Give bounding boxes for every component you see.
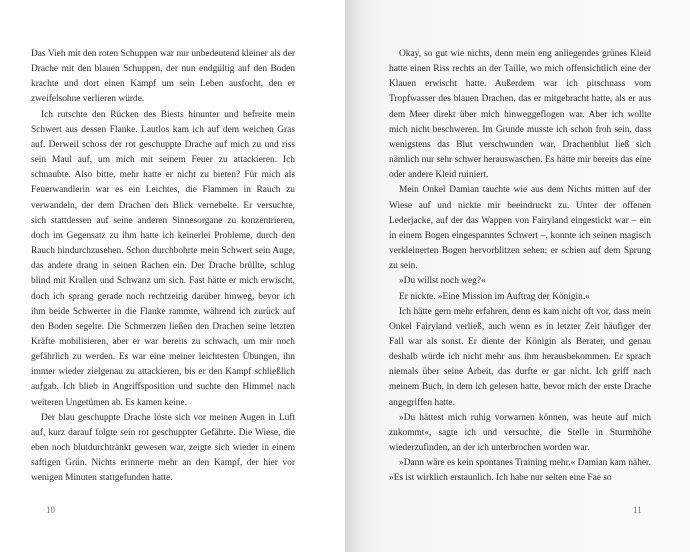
paragraph: Das Vieh mit den roten Schuppen war nur unbedeutend kleiner als der Drache mit den blauen Schuppen, der nun endgültig auf den Boden krachte und dort einen Kampf um sein Leben ausfocht, den er zweifelsohne verlieren würde. [31, 49, 295, 105]
paragraph: »Dann wäre es kein spontanes Training mehr.« Damian kam näher. »Es ist wirklich erstaunlich. Ich habe nur selten eine Fae so [389, 458, 651, 484]
page-number-left: 10 [46, 505, 55, 515]
paragraph: Er nickte. »Eine Mission im Auftrag der Königin.« [399, 291, 590, 302]
paragraph: »Du hättest mich ruhig vorwarnen können, was heute auf mich zukommt«, sagte ich und versuchte, die Stelle in Sturmhöhe wiederzufinden, an der ich unterbrochen worden war. [389, 412, 651, 454]
paragraph: Der blau geschuppte Drache löste sich vor meinen Augen in Luft auf, kurz darauf folgte sein rot geschuppter Gefährte. Die Wiese, die eben noch blutdurchtränkt gewesen war, zeigte sich wieder in einem saftigen Grün. Nichts erinnerte mehr an den Kampf, der hier vor wenigen Minuten stattgefunden hatte. [31, 412, 295, 484]
page-number-right: 11 [633, 505, 642, 515]
right-page-text [389, 47, 651, 487]
right-page [345, 0, 690, 552]
left-page-text [31, 47, 295, 487]
paragraph: Ich hätte gern mehr erfahren, denn es kam nicht oft vor, dass mein Onkel Fairyland verließ, auch wenn es in letzter Zeit häufiger der Fall war als sonst. Er diente der Königin als Berater, und genau deshalb würde ich nicht mehr aus ihm herausbekommen. Er sprach niemals über seine Arbeit, das durfte er gar nicht. Ich griff nach meinem Buch, in dem ich gelesen hatte, bevor mich der erste Drache angegriffen hatte. [389, 306, 651, 408]
paragraph: »Du willst noch weg?« [399, 276, 486, 287]
paragraph: Ich rutschte den Rücken des Biests hinunter und befreite mein Schwert aus dessen Flanke. Lautlos kam ich auf dem weichen Gras auf. Derweil schoss der rot geschuppte Drache auf mich zu und riss sein Maul auf, um mich mit seinem Feuer zu attackieren. Ich schnaubte. Also bitte, mehr hatte er nicht zu bieten? Für mich als Feuerwandlerin war es ein Leichtes, die Flammen in Rauch zu verwandeln, der dem Drachen den Blick vernebelte. Er versuchte, sich stattdessen auf seine anderen Sinnesorgane zu konzentrieren, doch im Gegensatz zu ihm hatte ich keinerlei Probleme, durch den Rauch hindurchzusehen. Schon durchbohrte mein Schwert sein Auge, das andere drang in seinen Rachen ein. Der Drache brüllte, schlug blind mit Krallen und Schwanz um sich. Fast hätte er mich erwischt, doch ich sprang gerade noch rechtzeitig darüber hinweg, bevor ich ihm beide Schwerter in die Flanke rammte, während ich zurück auf den Boden segelte. Die Schmerzen ließen den Drachen seine letzten Kräfte mobilisieren, aber er war bereits zu schwach, um mir noch gefährlich zu werden. Es war eine meiner leichtesten Übungen, ihn immer wieder zielgenau zu attackieren, bis er den Kampf schließlich aufgab. Ich blieb in Angriffsposition und suchte den Himmel nach weiteren Ungetümen ab. Es kamen keine. [31, 109, 295, 408]
paragraph: Mein Onkel Damian tauchte wie aus dem Nichts mitten auf der Wiese auf und nickte mir beeindruckt zu. Unter der offenen Lederjacke, auf der das Wappen von Fairyland eingestickt war – ein in einem Bogen eingespanntes Schwert –, konnte ich seinen magisch verkleinerten Bogen hervorblitzen sehen; er schien auf dem Sprung zu sein. [389, 185, 651, 272]
paragraph: Okay, so gut wie nichts, denn mein eng anliegendes grünes Kleid hatte einen Riss rechts an der Taille, wo mich offensichtlich eine der Klauen erwischt hatte. Außerdem war ich pitschnass vom Tropfwasser des blauen Drachen, das er mitgebracht hatte, als er aus dem Meer direkt über mich hinweggeflogen war. Aber ich wollte mich nicht beschweren. Im Grunde musste ich schon froh sein, dass wenigstens das Blut verschwunden war, Drachenblut ließ sich nämlich nur sehr schwer herauswaschen. Es hätte mir bereits das eine oder andere Kleid ruiniert. [389, 49, 651, 181]
